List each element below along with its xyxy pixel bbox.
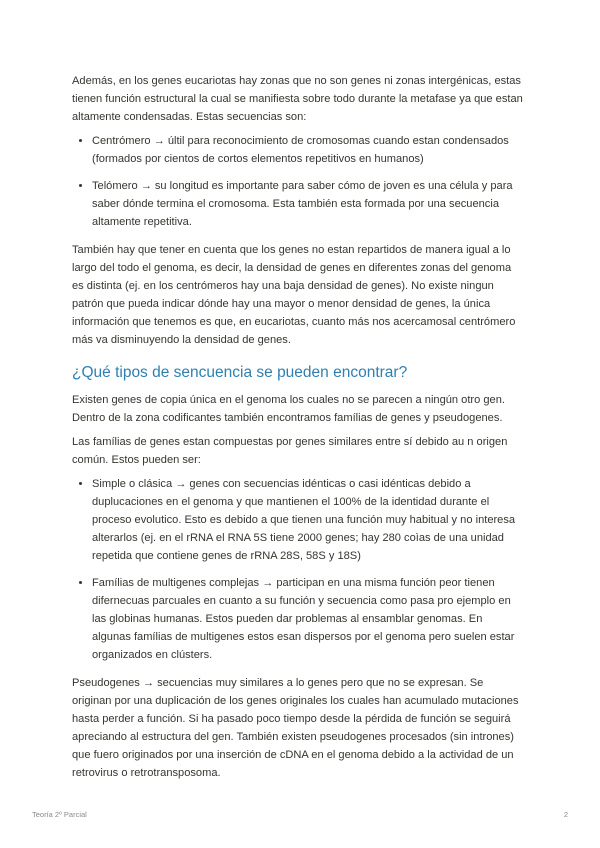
page-number: 2	[563, 810, 568, 819]
list-item: • Telómero → su longitud es importante para saber cómo de joven es una célula y para saber dónde termina el cromosoma. Esta también esta formada por una secuencia altamente repetitiva.	[92, 177, 524, 231]
bullet-list	[72, 132, 524, 231]
footer-title: Teoría 2º Parcial	[32, 810, 87, 819]
paragraph: Pseudogenes → secuencias muy similares a lo genes pero que no se expresan. Se originan por una duplicación de los genes originales los cuales han acumulado mutaciones hasta perder a función. Si ha pasado poco tiempo desde la pérdida de función se seguirá apreciando al estructura del gen. También existen pseudogenes procesados (sin intrones) que fuero originados por una inserción de cDNA en el genoma debido a la actividad de un retrovirus o retrotransposoma.	[72, 677, 519, 779]
list-item: • Famílias de multigenes complejas → participan en una misma función peor tienen difernecuas parcuales en cuanto a su función y secuencia como pasa pro ejemplo en las globinas humanas. Estos pueden dar problemas al ensamblar genomas. En algunas famílias de multigenes estos esan dispersos por el genoma pero suelen estar organizados en clústers.	[92, 574, 524, 664]
paragraph: Existen genes de copia única en el genoma los cuales no se parecen a ningún otro gen. Dentro de la zona codificantes también encontramos famílias de genes y pseudogenes.	[72, 394, 505, 424]
section-heading: ¿Qué tipos de sencuencia se pueden encontrar?	[72, 364, 408, 381]
page-footer	[32, 810, 568, 819]
paragraph: Las famílias de genes estan compuestas por genes similares entre sí debido au n origen común. Estos pueden ser:	[72, 436, 508, 466]
page-content	[72, 72, 524, 788]
paragraph: También hay que tener en cuenta que los genes no estan repartidos de manera igual a lo largo del todo el genoma, es decir, la densidad de genes en diferentes zonas del genoma es distinta (ej. en los centrómeros hay una baja densidad de genes). No existe ningun patrón que pueda indicar dónde hay una mayor o menor densidad de genes, la única información que tenemos es que, en eucariotas, cuanto más nos acercamosal centrómero más va disminuyendo la densidad de genes.	[72, 244, 516, 346]
paragraph: Además, en los genes eucariotas hay zonas que no son genes ni zonas intergénicas, estas tienen función estructural la cual se manifiesta sobre todo durante la metafase ya que estan altamente condensadas. Estas secuencias son:	[72, 75, 523, 123]
list-item: • Centrómero → últil para reconocimiento de cromosomas cuando estan condensados (formados por cientos de cortos elementos repetitivos en humanos)	[92, 132, 524, 168]
list-item: • Simple o clásica → genes con secuencias idénticas o casi idénticas debido a duplucaciones en el genoma y que mantienen el 100% de la identidad durante el proceso evolutico. Esto es debido a que tienen una función muy habitual y no interesa alterarlos (ej. en el rRNA el RNA 5S tiene 2000 genes; hay 280 coìas de una unidad repetida que contiene genes de rRNA 28S, 58S y 18S)	[92, 475, 524, 565]
bullet-list	[72, 475, 524, 664]
